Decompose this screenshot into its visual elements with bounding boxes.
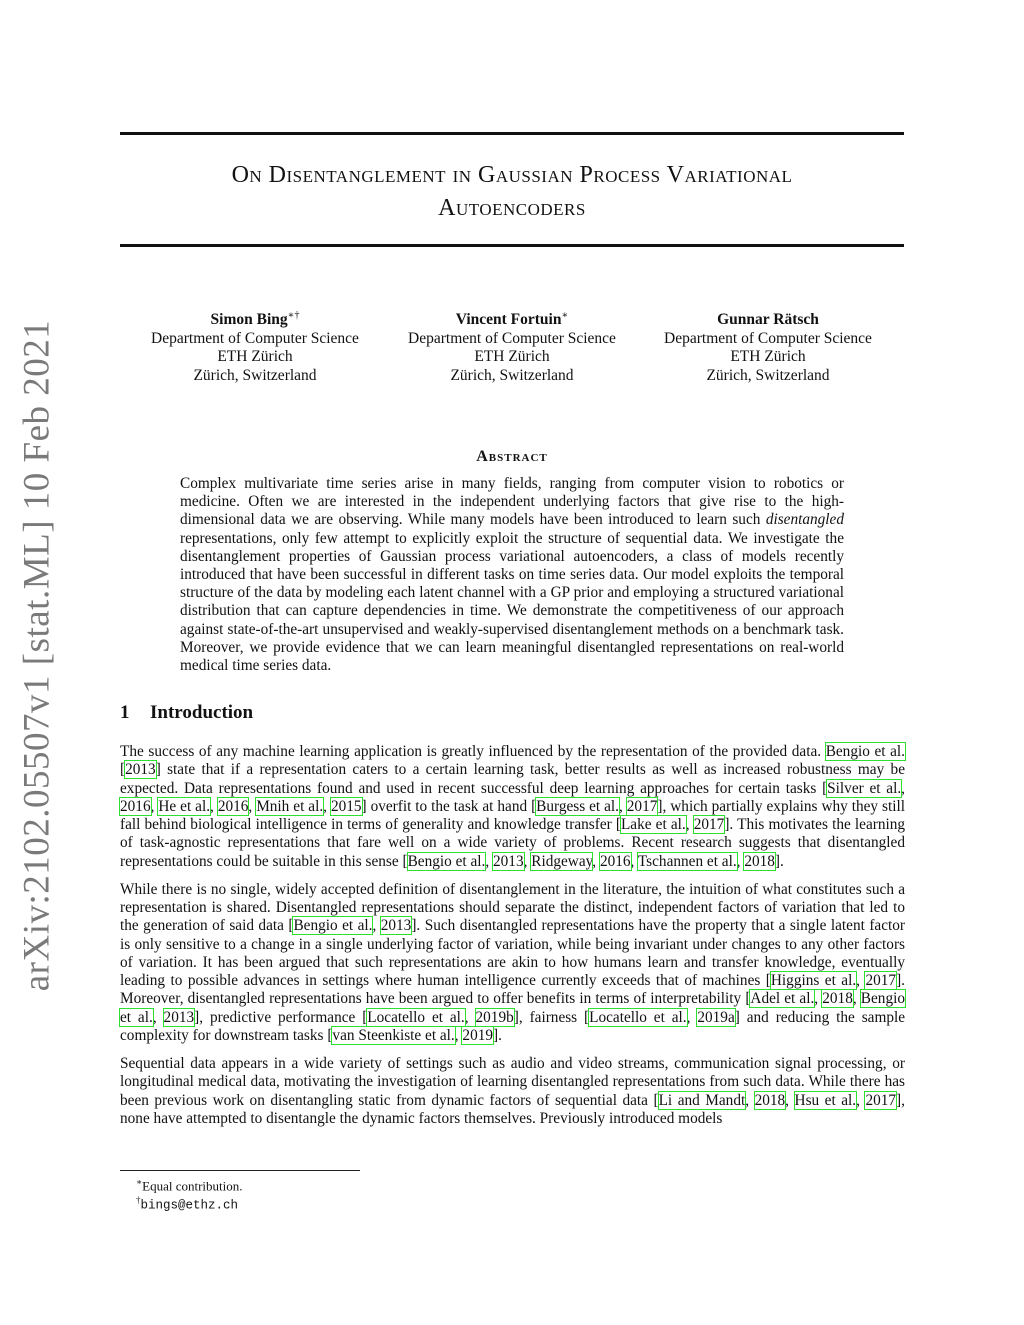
abstract-part-1: Complex multivariate time series arise in many fields, ranging from computer vision to robotics or medicine. Often we are interested in the independent underlying factors that give rise to the high-dimensional data we are observing. While many models have been introduced to learn such [180, 475, 844, 529]
p1-text: , [323, 797, 331, 815]
p1-text: , [485, 852, 493, 870]
citation-link[interactable]: Bengio et al. [120, 990, 905, 1026]
footnote-1-mark: ∗ [136, 1177, 143, 1187]
citation-link[interactable]: 2018 [754, 1091, 786, 1109]
citation-link[interactable]: 2018 [822, 990, 853, 1008]
p2-text: , [152, 1008, 164, 1026]
p1-text: ]. This motivates the learning of task-agnostic representations that fare well on a wide variety of problems. Recent research suggests that disentangled representations could be suitable in this sense [ [120, 816, 906, 870]
citation-link[interactable]: 2016 [120, 797, 151, 815]
section-number: 1 [120, 702, 130, 723]
citation-link[interactable]: Bengio et al. [293, 917, 373, 935]
p1-text: ] state that if a representation caters to a certain learning task, better results as well as increased robustness may be expected. Data representations found and used in recent successful deep learning approaches for certain tasks [ [120, 761, 905, 797]
p1-text: , [901, 779, 905, 797]
p1-text: ]. [774, 852, 784, 870]
p1-text: , [736, 852, 745, 870]
author-3-name: Gunnar Rätsch [717, 311, 819, 329]
citation-link[interactable]: Burgess et al. [536, 797, 619, 815]
p2-text: ], fairness [ [513, 1008, 590, 1026]
abstract-part-2: representations, only few attempt to explicitly exploit the structure of sequential data. We investigate the disentanglement properties of Gaussian process variational autoencoders, a class of models recently introduced that have been successful in different tasks on time series data. Our model exploits the temporal structure of the data by modeling each latent channel with a GP prior and employing a structured variational distribution that can capture dependencies in time. We demonstrate the competitiveness of our approach against state-of-the-art unsupervised and weakly-supervised disentanglement methods on a benchmark task. Moreover, we provide evidence that we can learn meaningful disentangled representations on real-world medical time series data. [180, 529, 844, 675]
introduction-body [120, 743, 905, 1138]
title-bottom-rule [120, 244, 904, 247]
citation-link[interactable]: 2016 [217, 797, 249, 815]
section-heading-introduction [120, 702, 253, 724]
author-2-loc: Zürich, Switzerland [450, 366, 574, 384]
citation-link[interactable]: Higgins et al. [770, 972, 857, 989]
author-1-mark: ∗† [287, 310, 300, 321]
author-2-mark: ∗ [561, 310, 569, 321]
p3-text: , [785, 1091, 795, 1109]
citation-link[interactable]: Li and Mandt [658, 1091, 746, 1109]
p2-text: ]. Such disentangled representations have the property that a single latent factor is only sensitive to a change in a single underlying factor of variation, while being invariant under changes to any other factors of variation. It has been argued that such representations are akin to how humans learn and transfer knowledge, eventually leading to possible advances in settings where human intelligence currently exceeds that of machines [ [120, 917, 905, 989]
footnote-2-email[interactable]: bings@ethz.ch [140, 1198, 239, 1213]
p1-text: , [150, 797, 159, 815]
p1-text: ] overfit to the task at hand [ [361, 797, 537, 815]
author-2-name: Vincent Fortuin [455, 311, 562, 329]
p3-text: ], none have attempted to disentangle the dynamic factors themselves. Previously introduced models [120, 1091, 905, 1127]
p3-text: Sequential data appears in a wide variety of settings such as audio and video streams, communication signal processing, or longitudinal medical data, motivating the investigation of learning disentangled representations from such data. While there has been previous work on disentangling static from dynamic factors of sequential data [ [120, 1055, 905, 1109]
author-1-name: Simon Bing [210, 311, 288, 329]
p2-text: , [464, 1008, 476, 1026]
p2-text: , [454, 1026, 463, 1044]
p1-text: , [630, 852, 638, 870]
citation-link[interactable]: Lake et al. [620, 816, 686, 833]
citation-link[interactable]: He et al. [158, 797, 211, 815]
paragraph-3 [120, 1055, 905, 1128]
title-top-rule [120, 132, 904, 135]
p2-text: While there is no single, widely accepted definition of disentanglement in the literature, the intuition of what constitutes such a representation is shared. Disentangled representations should separate the distinct, independent factors of variation that led to the generation of said data [ [120, 880, 905, 935]
author-3 [638, 307, 898, 385]
p2-text: , [686, 1008, 698, 1026]
citation-link[interactable]: Mnih et al. [256, 797, 324, 815]
citation-link[interactable]: Ridgeway [531, 852, 593, 870]
arxiv-identifier-text: arXiv:2102.05507v1 [stat.ML] 10 Feb 2021 [16, 319, 58, 991]
paragraph-2 [120, 881, 905, 1045]
citation-link[interactable]: Tschannen et al. [637, 852, 737, 870]
author-3-inst: ETH Zürich [730, 348, 806, 366]
p1-text: , [685, 816, 694, 833]
p1-text: The success of any machine learning application is greatly influenced by the representation of the provided data. [120, 743, 826, 760]
citation-link[interactable]: 2019a [697, 1008, 735, 1026]
citation-link[interactable]: van Steenkiste et al. [332, 1026, 455, 1044]
p2-text: , [814, 990, 823, 1008]
arxiv-identifier-stamp [10, 319, 64, 991]
citation-link[interactable]: 2017 [693, 816, 725, 833]
footnote-1-text: Equal contribution. [142, 1178, 243, 1194]
citation-link[interactable]: Hsu et al. [794, 1091, 857, 1109]
p1-text: , [210, 797, 218, 815]
author-2-dept: Department of Computer Science [408, 329, 616, 347]
p3-text: , [745, 1091, 755, 1109]
author-1-loc: Zürich, Switzerland [193, 366, 317, 384]
p2-text: ], predictive performance [ [194, 1008, 368, 1026]
citation-link[interactable]: 2013 [163, 1008, 195, 1026]
citation-link[interactable]: 2017 [865, 1091, 897, 1109]
citation-link[interactable]: 2013 [125, 761, 156, 779]
p2-text: ]. [493, 1026, 502, 1044]
citation-link[interactable]: Locatello et al. [589, 1008, 687, 1026]
citation-link[interactable]: 2017 [865, 972, 897, 989]
p1-text: , [592, 852, 600, 870]
author-1 [125, 307, 385, 385]
p1-text: , [248, 797, 257, 815]
p2-text: , [852, 990, 861, 1008]
citation-link[interactable]: Locatello et al. [367, 1008, 465, 1026]
citation-link[interactable]: 2013 [380, 917, 412, 935]
title-line-2: Autoencoders [438, 195, 586, 221]
author-1-dept: Department of Computer Science [151, 329, 359, 347]
author-3-dept: Department of Computer Science [664, 329, 872, 347]
citation-link[interactable]: 2019b [475, 1008, 514, 1026]
p1-text: , [523, 852, 532, 870]
citation-link[interactable]: Silver et al. [827, 779, 902, 797]
paper-title [120, 159, 904, 225]
p3-text: , [856, 1091, 866, 1109]
footnote-rule [120, 1170, 360, 1171]
paragraph-1 [120, 743, 905, 871]
citation-link[interactable]: 2017 [626, 797, 658, 815]
citation-link[interactable]: 2018 [744, 852, 775, 870]
author-2 [382, 307, 642, 385]
footnote-2-mark: † [136, 1195, 141, 1205]
author-1-inst: ETH Zürich [217, 348, 293, 366]
p1-text: [ [120, 761, 126, 779]
footnote-2 [136, 1192, 238, 1213]
author-2-inst: ETH Zürich [474, 348, 550, 366]
citation-link[interactable]: 2019 [462, 1026, 494, 1044]
citation-link[interactable]: 2016 [599, 852, 631, 870]
author-3-loc: Zürich, Switzerland [706, 366, 830, 384]
section-title: Introduction [150, 702, 254, 723]
citation-link[interactable]: Bengio et al. [825, 743, 905, 760]
citation-link[interactable]: 2013 [493, 852, 524, 870]
p2-text: , [372, 917, 381, 935]
title-line-1: On Disentanglement in Gaussian Process Variational [231, 162, 793, 188]
abstract-text [180, 475, 844, 675]
citation-link[interactable]: Adel et al. [750, 990, 815, 1008]
p1-text: ], which partially explains why they still fall behind biological intelligence in terms of generality and knowledge transfer [ [120, 797, 905, 833]
citation-link[interactable]: 2015 [330, 797, 362, 815]
abstract-heading: Abstract [476, 448, 548, 465]
p2-text: , [856, 972, 866, 989]
p2-text: ]. Moreover, disentangled representations have been argued to offer benefits in terms of interpretability [ [120, 972, 905, 1008]
p2-text: ] and reducing the sample complexity for downstream tasks [ [120, 1008, 906, 1044]
citation-link[interactable]: Bengio et al. [407, 852, 486, 870]
abstract-emphasis: disentangled [765, 511, 844, 529]
p1-text: , [619, 797, 627, 815]
